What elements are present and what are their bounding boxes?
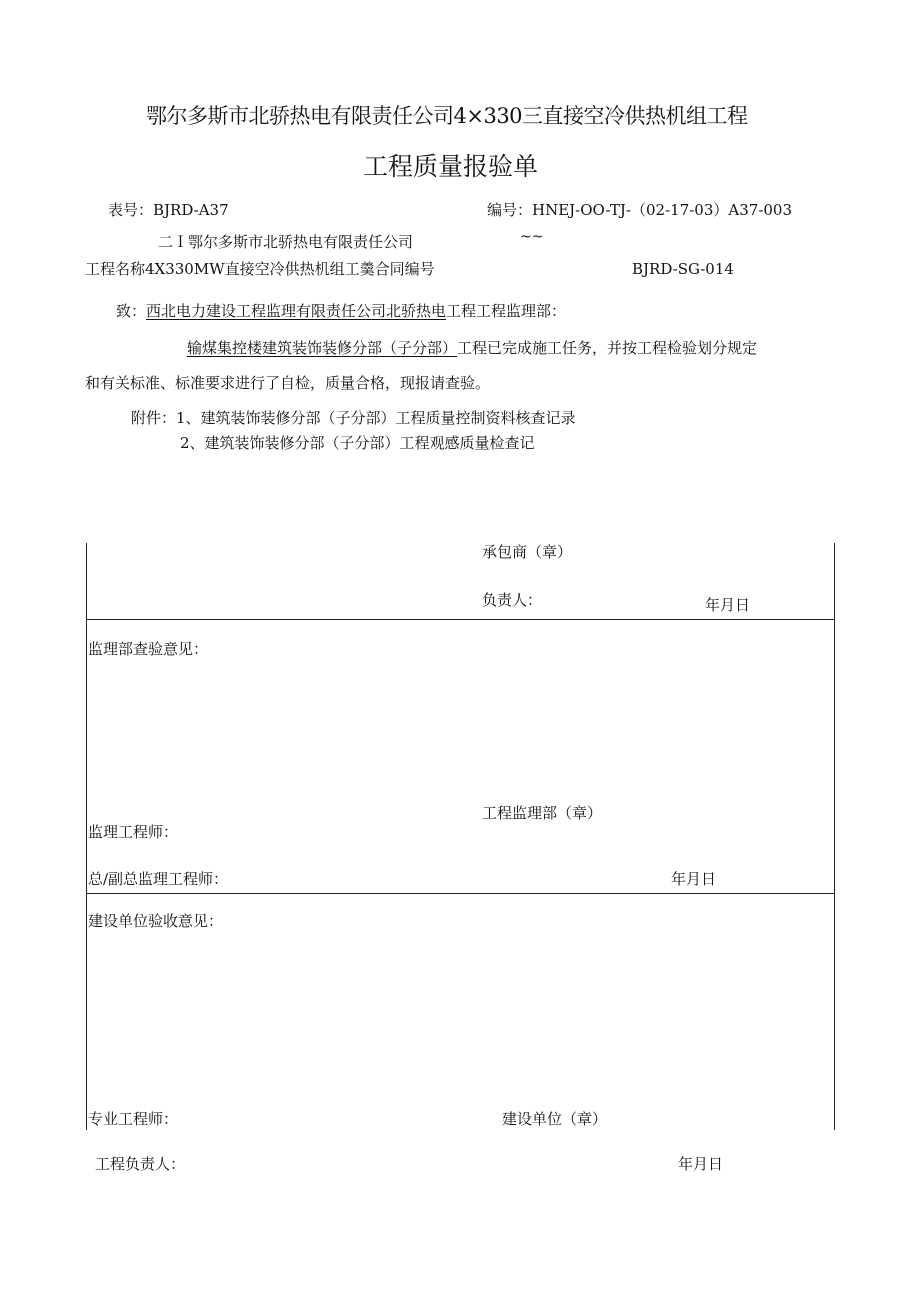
- footer-date: 年月日: [678, 1155, 724, 1173]
- table-right-border: [834, 543, 835, 1130]
- addressee-line: [116, 304, 566, 319]
- owner-seal: 建设单位（章）: [502, 1110, 608, 1128]
- attachment-1: 附件：1、建筑装饰装修分部（子分部）工程质量控制资料核查记录: [131, 409, 576, 427]
- supervision-date: 年月日: [671, 870, 717, 888]
- subject-project: 输煤集控楼建筑装饰装修分部（子分部）: [187, 339, 458, 357]
- owner-opinion-label: 建设单位验收意见：: [88, 912, 224, 930]
- contractor-seal: 承包商（章）: [482, 543, 573, 561]
- serial-number: 编号：HNEJ-OO-TJ-（02-17-03）A37-003: [487, 201, 793, 219]
- divider-contractor: [86, 619, 835, 620]
- company-title: 鄂尔多斯市北骄热电有限责任公司4×330三直接空冷供热机组工程: [146, 104, 748, 128]
- form-number: 表号：BJRD-A37: [108, 201, 229, 219]
- owner-specialist: 专业工程师：: [88, 1110, 179, 1128]
- subject-text-1: 工程已完成施工任务，并按工程检验划分规定: [457, 339, 758, 357]
- project-lead: 工程负责人：: [95, 1155, 186, 1173]
- supervision-engineer: 监理工程师：: [88, 823, 179, 841]
- supervision-seal: 工程监理部（章）: [482, 804, 603, 822]
- addressee-org: 西北电力建设工程监理有限责任公司北骄热电: [146, 302, 447, 320]
- tilde-mark: ~~: [520, 229, 544, 245]
- divider-supervision: [86, 893, 835, 894]
- addressee-prefix: 致：: [116, 302, 147, 320]
- table-left-border: [86, 543, 87, 1130]
- attachment-2: 2、建筑装饰装修分部（子分部）工程观感质量检查记: [180, 434, 535, 452]
- owner-line: 二Ｉ鄂尔多斯市北骄热电有限责任公司: [158, 233, 414, 251]
- contractor-date: 年月日: [705, 596, 751, 614]
- supervision-opinion-label: 监理部查验意见：: [88, 640, 209, 658]
- form-title: 工程质量报验单: [363, 152, 539, 181]
- addressee-suffix: 工程工程监理部：: [446, 302, 567, 320]
- project-name-line: 工程名称4X330MW直接空冷供热机组工羹合同编号: [85, 260, 435, 278]
- subject-line: [187, 341, 757, 356]
- supervision-chief: 总/副总监理工程师：: [88, 870, 229, 888]
- contract-number: BJRD-SG-014: [632, 260, 734, 278]
- subject-text-2: 和有关标准、标准要求进行了自检，质量合格，现报请查验。: [85, 374, 491, 392]
- contractor-responsible: 负责人：: [482, 591, 543, 609]
